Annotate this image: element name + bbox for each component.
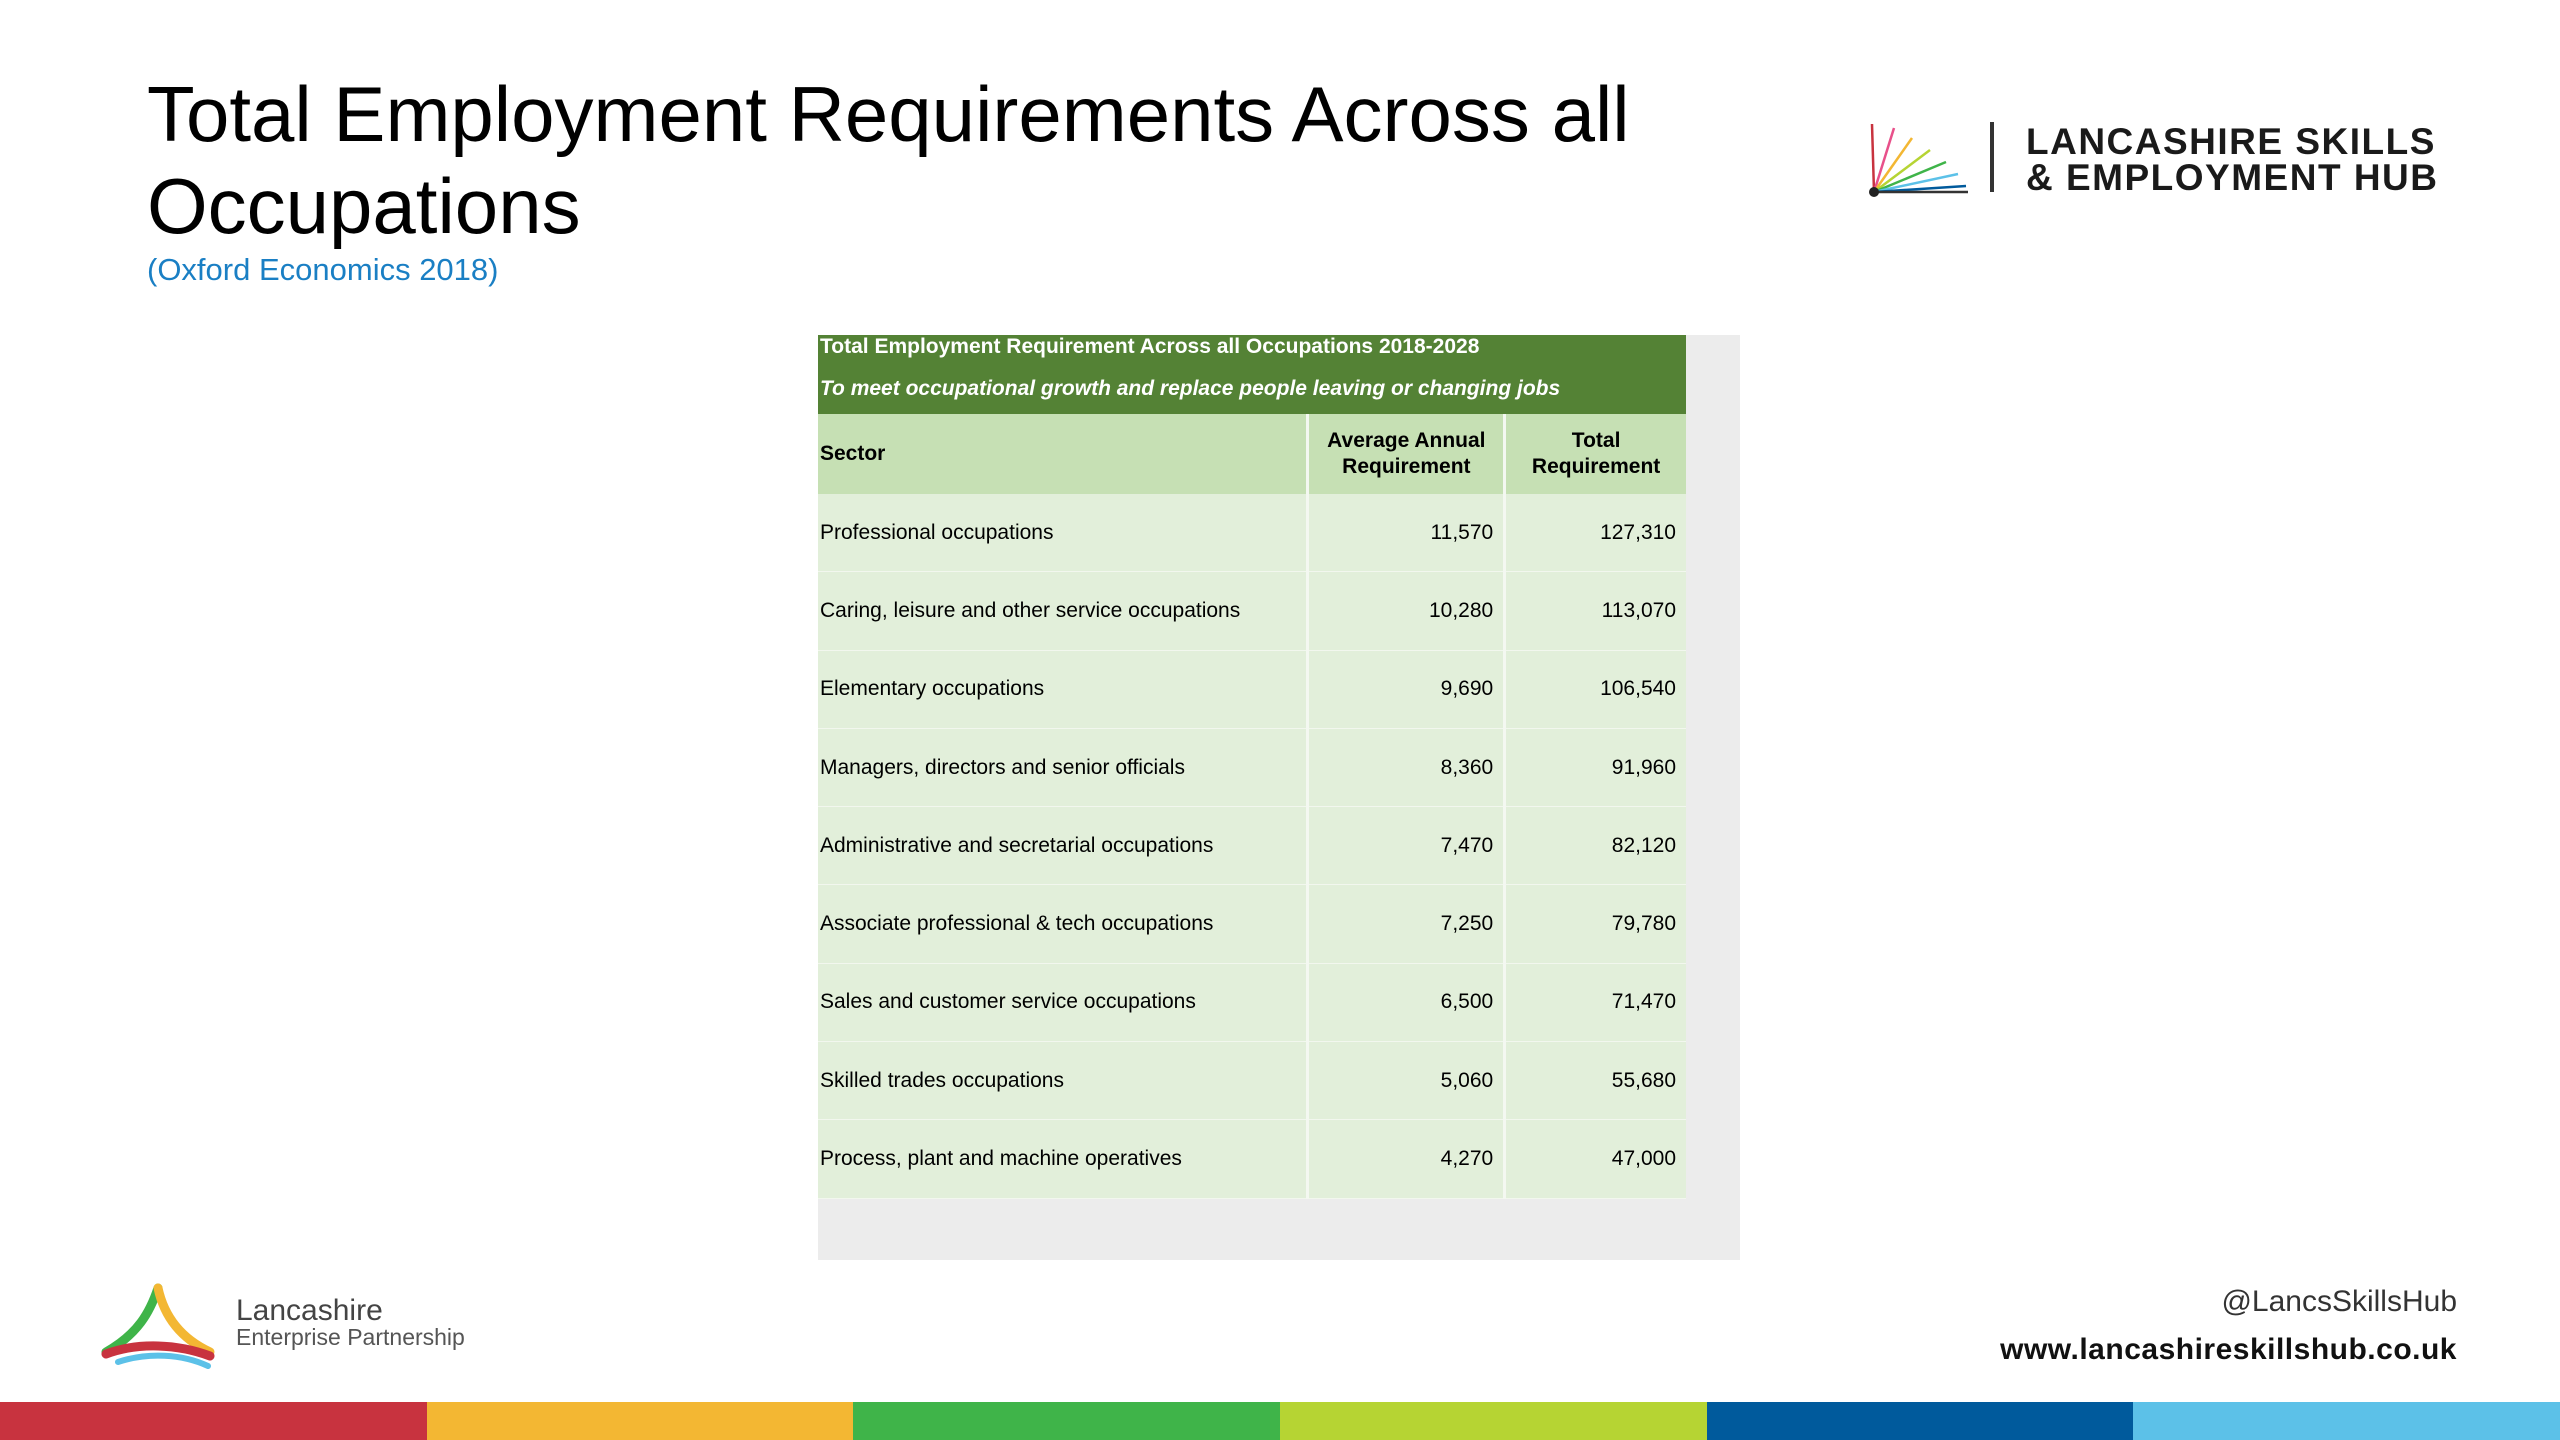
- table-row: [818, 572, 1686, 650]
- table-row: [818, 494, 1686, 572]
- cell-total: 82,120: [1505, 807, 1686, 885]
- table-row: [818, 963, 1686, 1041]
- slide-title: Total Employment Requirements Across all Occupations: [147, 70, 1630, 250]
- cell-total: 127,310: [1505, 494, 1686, 572]
- table-row: [818, 650, 1686, 728]
- header-average: Average Annual Requirement: [1308, 414, 1505, 494]
- cell-sector: Caring, leisure and other service occupations: [818, 572, 1308, 650]
- cell-average: 11,570: [1308, 494, 1505, 572]
- slide-subtitle: (Oxford Economics 2018): [147, 252, 499, 287]
- stripe-segment: [1280, 1402, 1707, 1440]
- hub-logo-divider: [1990, 122, 1994, 192]
- lep-name: Lancashire: [236, 1294, 383, 1327]
- table-title: Total Employment Requirement Across all Occupations 2018-2028: [818, 335, 1686, 363]
- hub-logo: [1866, 118, 2466, 198]
- employment-table: [818, 335, 1686, 1199]
- stripe-segment: [1707, 1402, 2134, 1440]
- stripe-segment: [0, 1402, 427, 1440]
- cell-average: 5,060: [1308, 1042, 1505, 1120]
- stripe-segment: [427, 1402, 854, 1440]
- cell-average: 7,470: [1308, 807, 1505, 885]
- stripe-segment: [2133, 1402, 2560, 1440]
- header-sector: Sector: [818, 414, 1308, 494]
- cell-sector: Administrative and secretarial occupations: [818, 807, 1308, 885]
- cell-sector: Skilled trades occupations: [818, 1042, 1308, 1120]
- cell-sector: Elementary occupations: [818, 650, 1308, 728]
- website-link[interactable]: www.lancashireskillshub.co.uk: [2000, 1333, 2457, 1366]
- table-row: [818, 728, 1686, 806]
- cell-total: 113,070: [1505, 572, 1686, 650]
- cell-total: 91,960: [1505, 728, 1686, 806]
- lep-logo: [98, 1282, 558, 1372]
- table-row: [818, 1120, 1686, 1198]
- hub-logo-line1: LANCASHIRE SKILLS: [2026, 121, 2436, 162]
- cell-total: 71,470: [1505, 963, 1686, 1041]
- cell-sector: Sales and customer service occupations: [818, 963, 1308, 1041]
- twitter-handle[interactable]: @LancsSkillsHub: [2221, 1285, 2457, 1318]
- cell-total: 106,540: [1505, 650, 1686, 728]
- table-row: [818, 885, 1686, 963]
- cell-total: 55,680: [1505, 1042, 1686, 1120]
- cell-total: 79,780: [1505, 885, 1686, 963]
- cell-average: 4,270: [1308, 1120, 1505, 1198]
- table-row: [818, 807, 1686, 885]
- lep-tri-swoosh-icon: [98, 1282, 218, 1372]
- cell-sector: Process, plant and machine operatives: [818, 1120, 1308, 1198]
- header-total: Total Requirement: [1505, 414, 1686, 494]
- cell-average: 9,690: [1308, 650, 1505, 728]
- table-image: [818, 335, 1740, 1260]
- cell-average: 7,250: [1308, 885, 1505, 963]
- cell-average: 8,360: [1308, 728, 1505, 806]
- table-subtitle: To meet occupational growth and replace people leaving or changing jobs: [818, 363, 1686, 414]
- color-stripe: [0, 1402, 2560, 1440]
- cell-average: 6,500: [1308, 963, 1505, 1041]
- cell-average: 10,280: [1308, 572, 1505, 650]
- table-row: [818, 1042, 1686, 1120]
- stripe-segment: [853, 1402, 1280, 1440]
- hub-logo-line2: & EMPLOYMENT HUB: [2026, 157, 2439, 198]
- cell-sector: Professional occupations: [818, 494, 1308, 572]
- cell-total: 47,000: [1505, 1120, 1686, 1198]
- lep-subtitle: Enterprise Partnership: [236, 1324, 465, 1350]
- cell-sector: Managers, directors and senior officials: [818, 728, 1308, 806]
- cell-sector: Associate professional & tech occupations: [818, 885, 1308, 963]
- hub-logo-text: [2026, 121, 2439, 198]
- starburst-logo-icon: [1866, 118, 1970, 198]
